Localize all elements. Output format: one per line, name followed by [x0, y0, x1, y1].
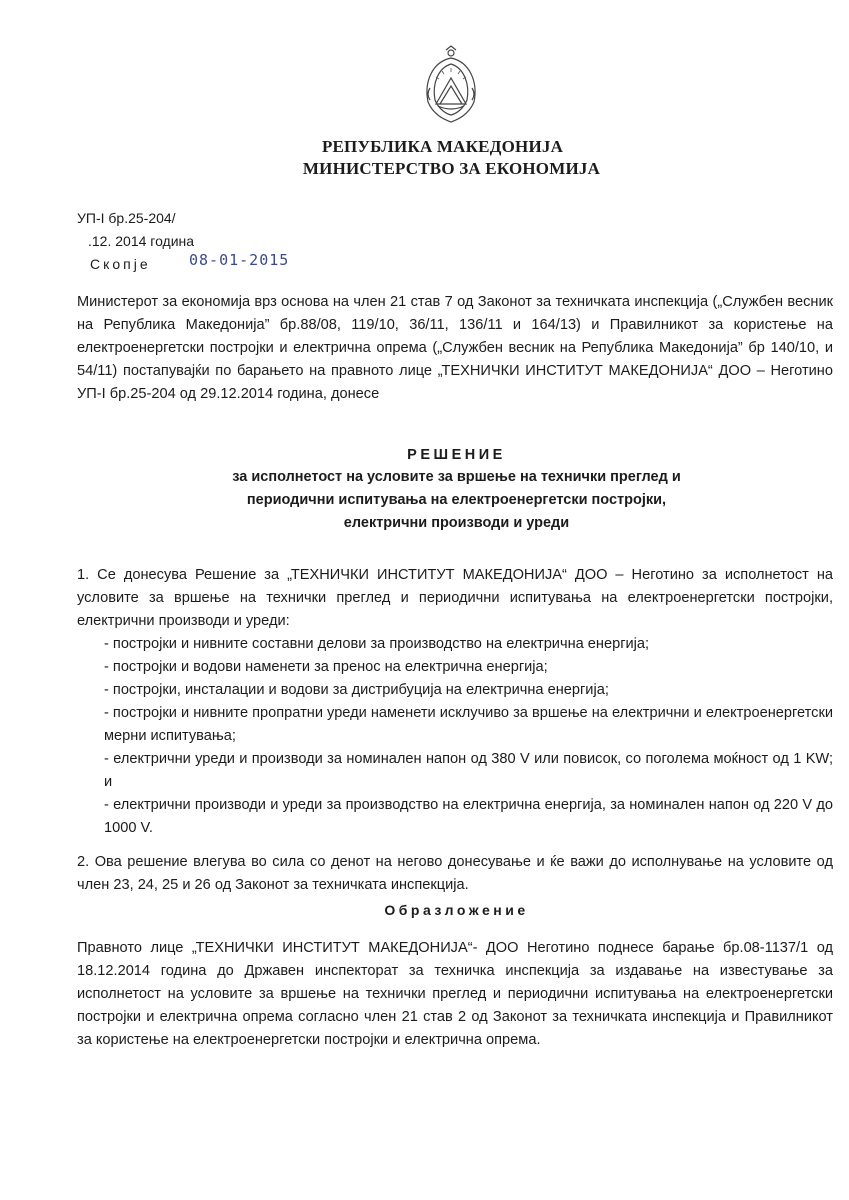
list-item: - постројки и нивните составни делови за производство на електрична енергија; [104, 636, 650, 652]
date-stamp: 08-01-2015 [189, 251, 290, 269]
decision-subtitle-2: периодични испитувања на електроенергетски постројки, [246, 492, 667, 508]
decision-subtitle-1: за исполнетост на условите за вршење на технички преглед и [232, 469, 681, 485]
list-item: - електрични уреди и производи за номинален напон од 380 V или повисок, со поголема моќност од 1 KW; и [104, 751, 833, 790]
list-item: - постројки, инсталации и водови за дистрибуција на електрична енергија; [104, 682, 609, 698]
reference-date: .12. 2014 година [88, 233, 195, 249]
explanation-paragraph: Правното лице „ТЕХНИЧКИ ИНСТИТУТ МАКЕДОНИЈА“- ДОО Неготино поднесе барање бр.08-1137/1 од 18.12.2014 година до Државен инспекторат за техничка инспекција за издавање на известување за исполнетост на условите за вршење на технички преглед и периодични испитувања на електроенергетски постројки и електрична опрема согласно член 21 став 2 од Законот за техничката инспекција и Правилникот за користење на електроенергетски постројки и електрична опрема. [77, 940, 833, 1048]
item-2: 2. Ова решение влегува во сила со денот на негово донесување и ќе важи до исполнување на условите од член 23, 24, 25 и 26 од Законот за техничката инспекција. [77, 854, 833, 893]
decision-title: РЕШЕНИЕ [407, 447, 506, 463]
country-name: РЕПУБЛИКА МАКЕДОНИЈА [321, 137, 564, 156]
reference-number: УП-І бр.25-204/ [77, 210, 176, 226]
list-item: - постројки и водови наменети за пренос на електрична енергија; [104, 659, 548, 675]
explanation-title: Образложение [384, 902, 529, 918]
ministry-name: МИНИСТЕРСТВО ЗА ЕКОНОМИЈА [302, 159, 601, 178]
decision-items [77, 564, 833, 897]
list-item: - електрични производи и уреди за производство на електрична енергија, за номинален напон од 220 V до 1000 V. [104, 797, 833, 836]
intro-paragraph: Министерот за економија врз основа на член 21 став 7 од Законот за техничката инспекција („Службен весник на Република Македонија” бр.88/08, 119/10, 36/11, 136/11 и 164/13) и Правилникот за користење на електроенергетски постројки и електрична опрема („Службен весник на Република Македонија” бр 140/10, и 54/11) постапувајќи по барањето на правното лице „ТЕХНИЧКИ ИНСТИТУТ МАКЕДОНИЈА“ ДОО – Неготино УП-І бр.25-204 од 29.12.2014 година, донесе [77, 294, 833, 402]
list-item: - постројки и нивните пропратни уреди наменети исклучиво за вршење на електрични и електроенергетски мерни испитувања; [104, 705, 833, 744]
item-1: 1. Се донесува Решение за „ТЕХНИЧКИ ИНСТИТУТ МАКЕДОНИЈА“ ДОО – Неготино за исполнетост на условите за вршење на технички преглед и периодични испитувања на електроенергетски постројки, електрични производи и уреди: [77, 567, 833, 629]
reference-block [77, 207, 194, 276]
reference-city: Скопје [90, 256, 151, 272]
decision-heading [0, 444, 849, 535]
decision-subtitle-3: електрични производи и уреди [343, 515, 570, 531]
coat-of-arms-icon [418, 44, 484, 126]
letterhead [0, 136, 849, 180]
